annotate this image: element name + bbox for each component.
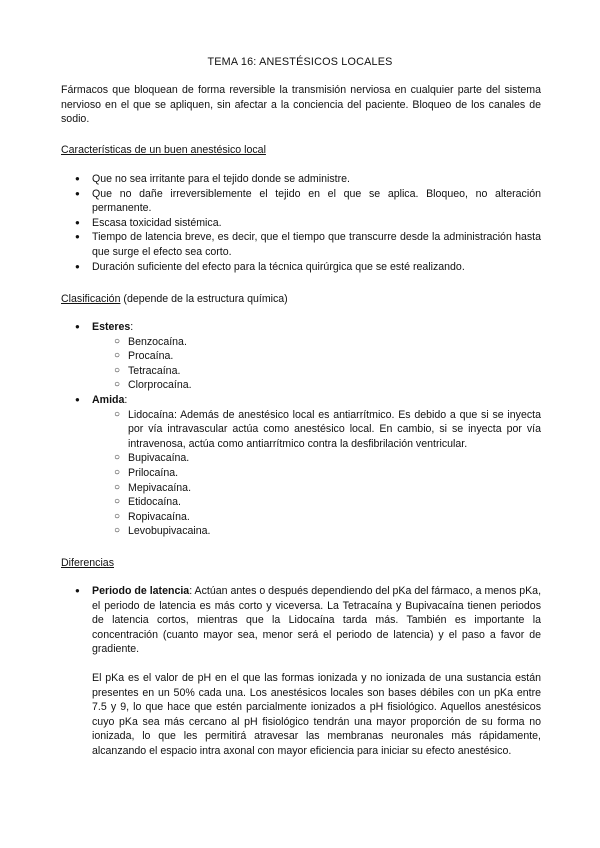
- latencia-label: Periodo de latencia: [92, 585, 190, 597]
- esteres-label: Esteres: [92, 321, 131, 333]
- page-title: TEMA 16: ANESTÉSICOS LOCALES: [207, 56, 393, 68]
- sub-list-item: ○ Lidocaína: Además de anestésico local es antiarrítmico. Es debido a que si se inyecta por vía intravascular actúa como anestésico local. En cambio, si se inyecta por vía intravenosa, actúa como antiarrítmico contra la desfibrilación ventricular.: [92, 408, 541, 452]
- section-heading-caracteristicas: [61, 143, 266, 158]
- sub-list-item: ○ Ropivacaína.: [92, 510, 541, 525]
- sub-list-item: ○ Procaína.: [92, 349, 541, 364]
- clasificacion-list: [61, 320, 541, 539]
- list-item: ● Tiempo de latencia breve, es decir, que el tiempo que transcurre desde la administración hasta que surge el efecto sea corto.: [61, 230, 541, 259]
- clasificacion-note: (depende de la estructura química): [120, 293, 288, 305]
- amida-suffix: :: [124, 393, 128, 406]
- list-item: ● Que no dañe irreversiblemente el tejido en el que se aplica. Bloqueo, no alteración permanente.: [61, 187, 541, 216]
- sub-list-item: ○ Bupivacaína.: [92, 451, 541, 466]
- sub-list-item: ○ Clorprocaína.: [92, 378, 541, 393]
- list-item-amida: [61, 393, 541, 539]
- diferencias-heading-text: Diferencias: [61, 557, 114, 569]
- latencia-text: : Actúan antes o después dependiendo del pKa del fármaco, a menos pKa, el periodo de latencia es más corto y viceversa. La Tetracaína y Bupivacaína tienen periodos de latencia cortos, mientras que la Lidocaína tarda más. También es importante la concentración (cuanto mayor sea, menor será el periodo de latencia) y el paso a favor de gradiente.: [92, 585, 542, 656]
- clasificacion-heading-text: Clasificación: [61, 293, 121, 305]
- list-item-latencia: [61, 584, 541, 759]
- section-heading-diferencias: [61, 556, 114, 571]
- amida-label: Amida: [92, 393, 125, 406]
- diferencias-list: [61, 584, 541, 759]
- sub-list-item: ○ Prilocaína.: [92, 466, 541, 481]
- section-heading-clasificacion: [61, 292, 288, 307]
- sub-list-item: ○ Mepivacaína.: [92, 481, 541, 496]
- latencia-paragraph: [92, 584, 541, 657]
- sub-list-item: ○ Etidocaína.: [92, 495, 541, 510]
- list-item: ● Duración suficiente del efecto para la técnica quirúrgica que se esté realizando.: [61, 260, 541, 275]
- sub-list-item: ○ Benzocaína.: [92, 335, 541, 350]
- intro-paragraph: Fármacos que bloquean de forma reversible la transmisión nerviosa en cualquier parte del sistema nervioso en el que se apliquen, sin afectar a la conciencia del paciente. Bloqueo de los canales de sodio.: [61, 84, 541, 126]
- latencia-block: [92, 584, 541, 759]
- list-item: ● Escasa toxicidad sistémica.: [61, 216, 541, 231]
- sub-list-item: ○ Levobupivacaina.: [92, 524, 541, 539]
- caracteristicas-list: [61, 172, 541, 274]
- esteres-suffix: :: [130, 321, 134, 333]
- list-item: ● Que no sea irritante para el tejido donde se administre.: [61, 172, 541, 187]
- sub-list-item: ○ Tetracaína.: [92, 364, 541, 379]
- esteres-sublist: [92, 335, 541, 393]
- amida-sublist: [92, 408, 541, 539]
- caracteristicas-heading-text: Características de un buen anestésico local: [61, 144, 266, 156]
- list-item-esteres: [61, 320, 541, 393]
- pka-paragraph: El pKa es el valor de pH en el que las formas ionizada y no ionizada de una sustancia están presentes en un 50% cada una. Los anestésicos locales son bases débiles con un pKa entre 7.5 y 9, lo que hace que estén parcialmente ionizados a pH fisiológico. Aquellos anestésicos cuyo pKa sea más cercano al pH fisiológico tendrán una mayor proporción de su forma no ionizada, lo que les permitirá atravesar las membranas neuronales más rápidamente, alcanzando el espacio intra axonal con mayor eficiencia para iniciar su efecto anestésico.: [92, 671, 541, 757]
